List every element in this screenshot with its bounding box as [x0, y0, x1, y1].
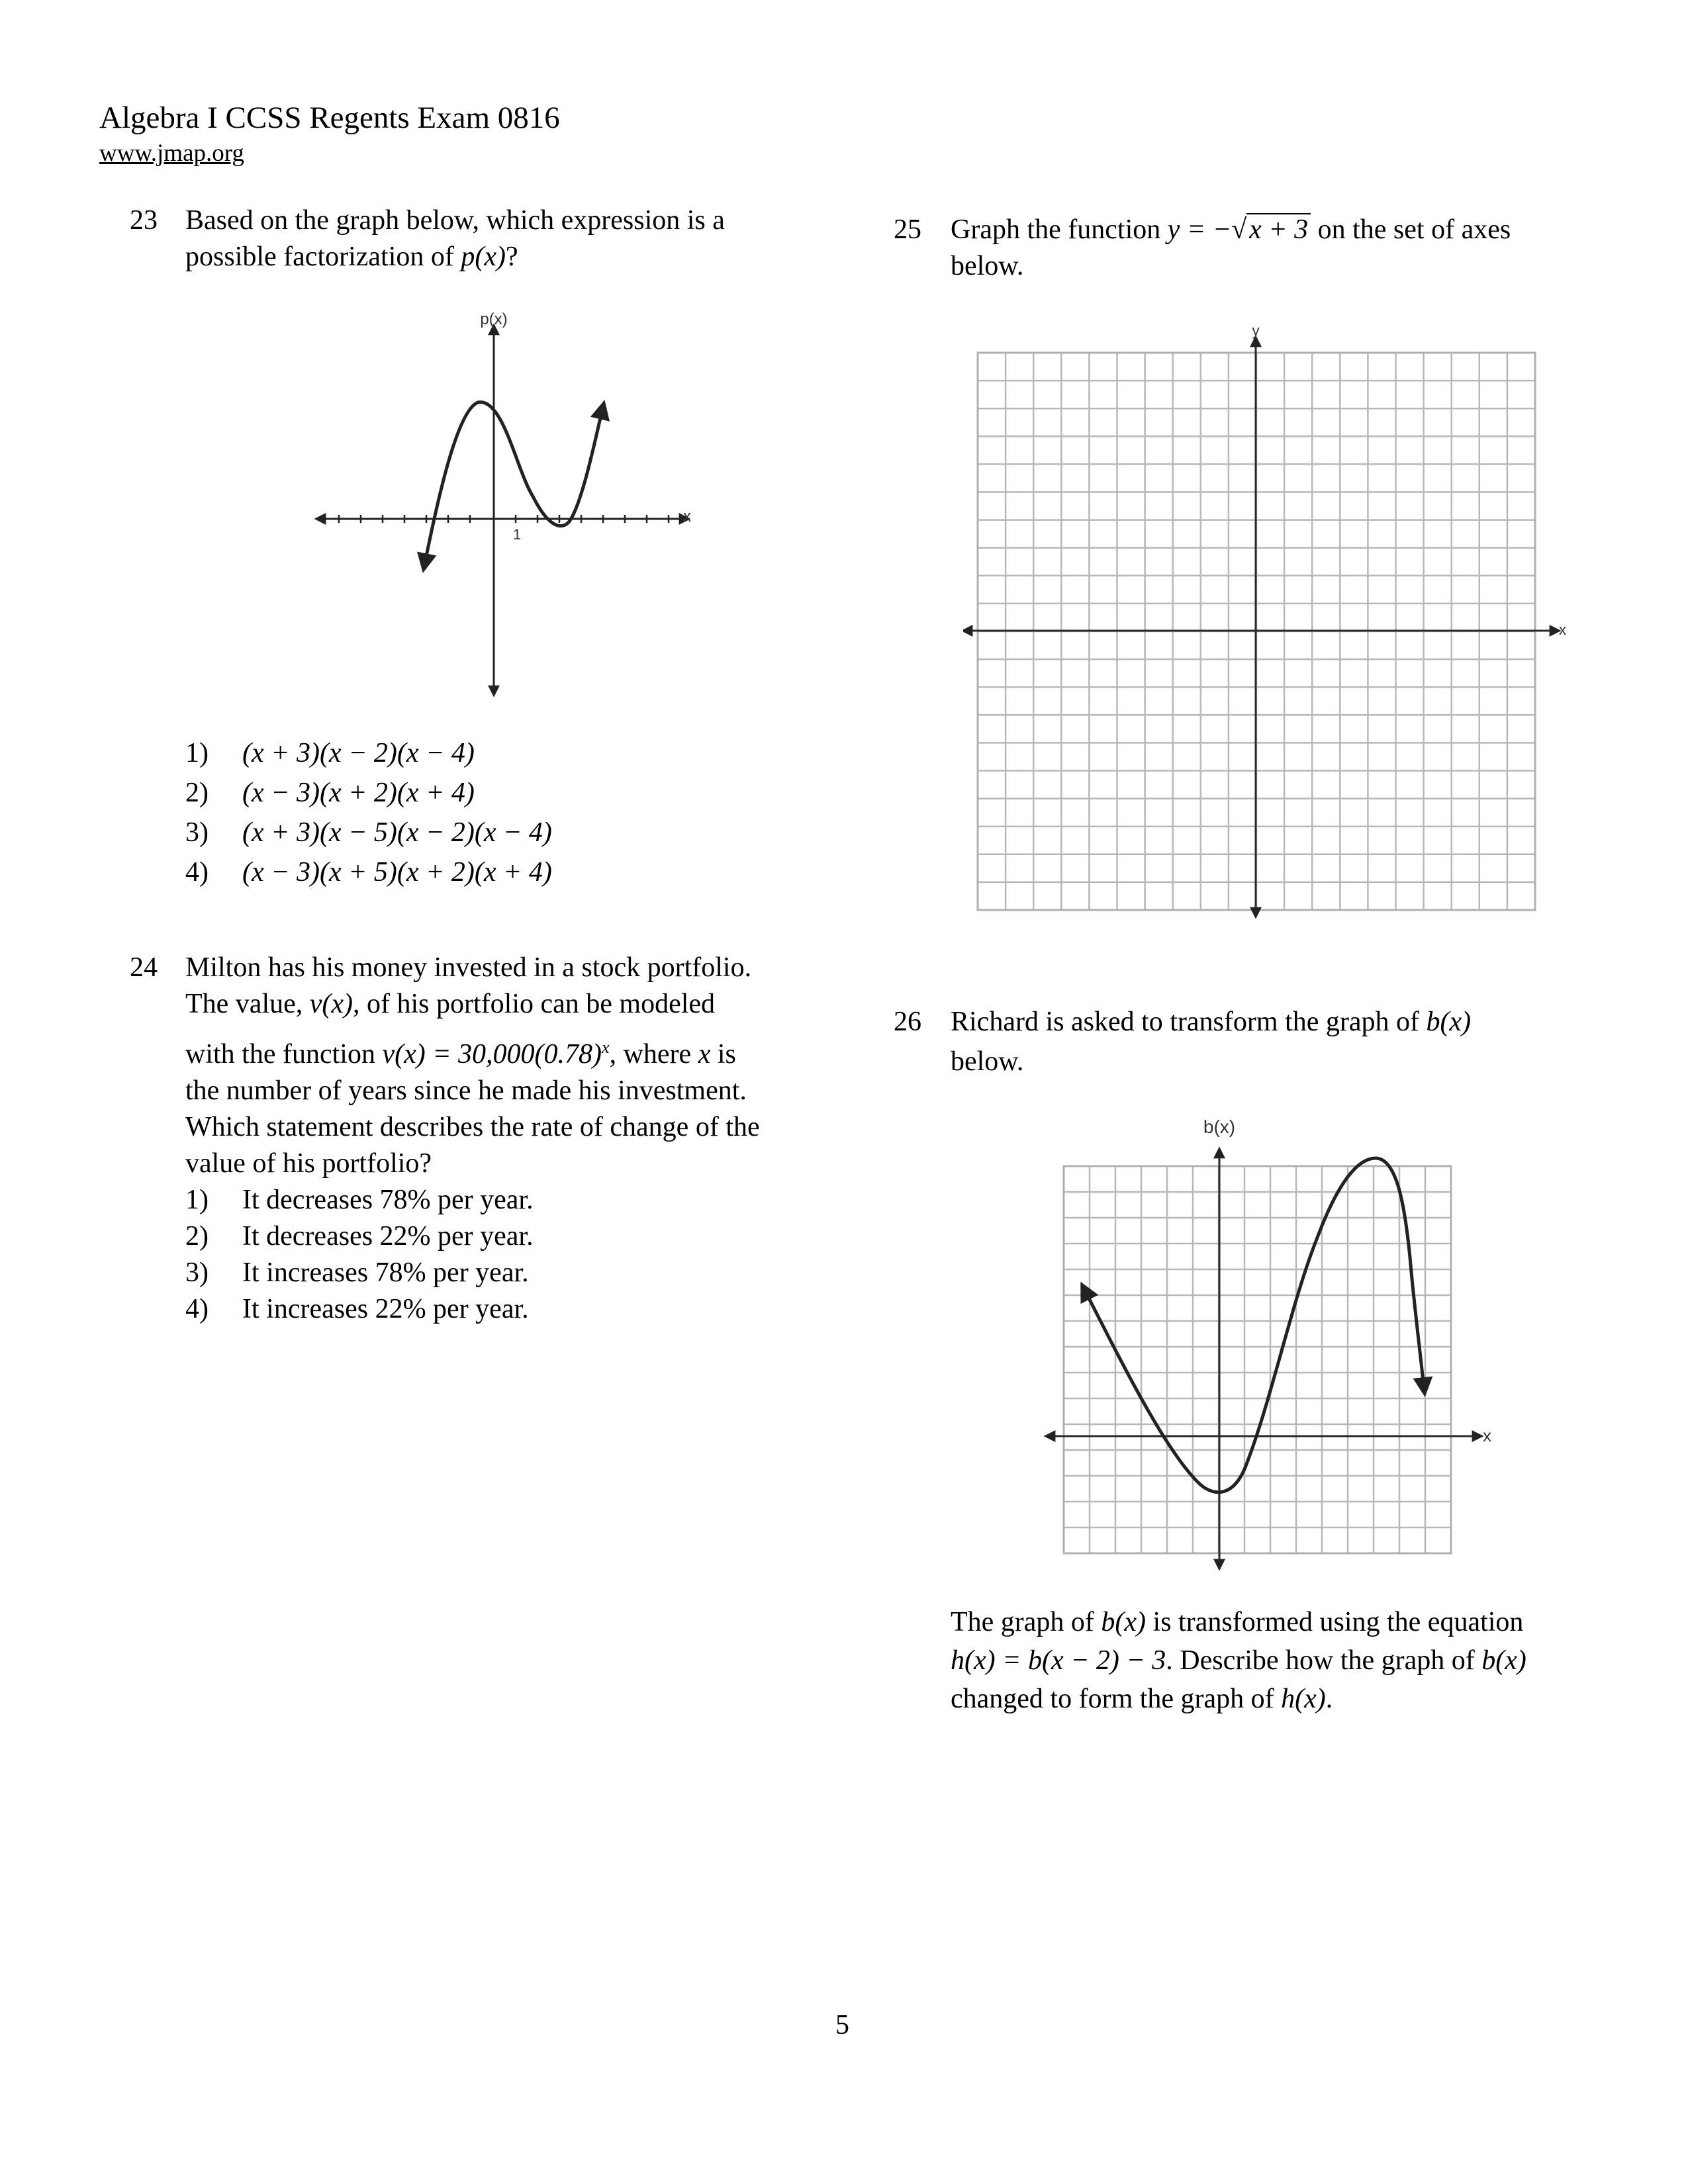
q23-curve: [424, 402, 604, 569]
q24-line4: the number of years since he made his investment.: [185, 1075, 747, 1106]
q23-choice-2[interactable]: 2) (x − 3)(x + 2)(x + 4): [185, 778, 475, 808]
q26-graph: [1039, 1112, 1496, 1575]
q23-choices: [185, 733, 552, 892]
page-number: 5: [835, 2010, 849, 2040]
q25-text: [951, 212, 1511, 285]
q23-line2: possible factorization of p(x)?: [185, 242, 518, 272]
q25-line1: Graph the function y = −√x + 3 on the set of axes: [951, 214, 1511, 245]
q24-line6: value of his portfolio?: [185, 1148, 432, 1179]
q25-y-label: y: [1252, 322, 1260, 339]
q26-number: 26: [894, 1007, 921, 1037]
q23-tick-label: 1: [513, 526, 522, 543]
q23-y-label: p(x): [480, 310, 508, 328]
q23-choice-4[interactable]: 4) (x − 3)(x + 5)(x + 2)(x + 4): [185, 857, 552, 887]
q26-after-line2: h(x) = b(x − 2) − 3. Describe how the graph of b(x): [951, 1645, 1526, 1676]
q25-x-label: x: [1559, 621, 1566, 638]
q25-grid-graph: [963, 321, 1572, 923]
q23-choice-1[interactable]: 1) (x + 3)(x − 2)(x − 4): [185, 738, 475, 768]
q24-choice-3[interactable]: 3) It increases 78% per year.: [185, 1257, 529, 1288]
q24-number: 24: [130, 952, 158, 983]
q25-number: 25: [894, 214, 921, 245]
website-link[interactable]: www.jmap.org: [99, 140, 244, 167]
q25-radicand: x + 3: [1246, 213, 1311, 245]
q23-math: p(x): [461, 242, 506, 272]
q24-line1: Milton has his money invested in a stock portfolio.: [185, 952, 752, 983]
q24-choice-2[interactable]: 2) It decreases 22% per year.: [185, 1221, 534, 1251]
q26-line2: below.: [951, 1046, 1024, 1077]
q25-line2: below.: [951, 251, 1024, 281]
q24-line5: Which statement describes the rate of change of the: [185, 1112, 760, 1142]
q26-after-line3: changed to form the graph of h(x).: [951, 1684, 1333, 1714]
q26-y-label: b(x): [1203, 1116, 1236, 1137]
q23-text: [185, 203, 725, 275]
q23-choice-3[interactable]: 3) (x + 3)(x − 5)(x − 2)(x − 4): [185, 817, 552, 848]
q26-line1: Richard is asked to transform the graph of b(x): [951, 1007, 1472, 1037]
q24-choice-1[interactable]: 1) It decreases 78% per year.: [185, 1185, 534, 1215]
q26-text: [951, 1004, 1471, 1080]
exam-title: Algebra I CCSS Regents Exam 0816: [99, 101, 560, 135]
q26-after-line1: The graph of b(x) is transformed using the equation: [951, 1607, 1524, 1637]
q24-line3: with the function $v(x) = 30,000(0.78)^x$, where x is: [185, 1038, 736, 1069]
q26-after-text: [951, 1603, 1526, 1718]
q23-line1: Based on the graph below, which expression is a: [185, 205, 725, 236]
q24-choices: [185, 1182, 534, 1328]
q23-number: 23: [130, 205, 158, 236]
q23-x-label: x: [683, 508, 691, 525]
q24-text: [185, 950, 760, 1182]
q26-x-label: x: [1483, 1426, 1491, 1445]
q23-graph: [305, 304, 695, 702]
q24-choice-4[interactable]: 4) It increases 22% per year.: [185, 1294, 529, 1324]
q24-line2: The value, v(x), of his portfolio can be modeled: [185, 989, 716, 1019]
